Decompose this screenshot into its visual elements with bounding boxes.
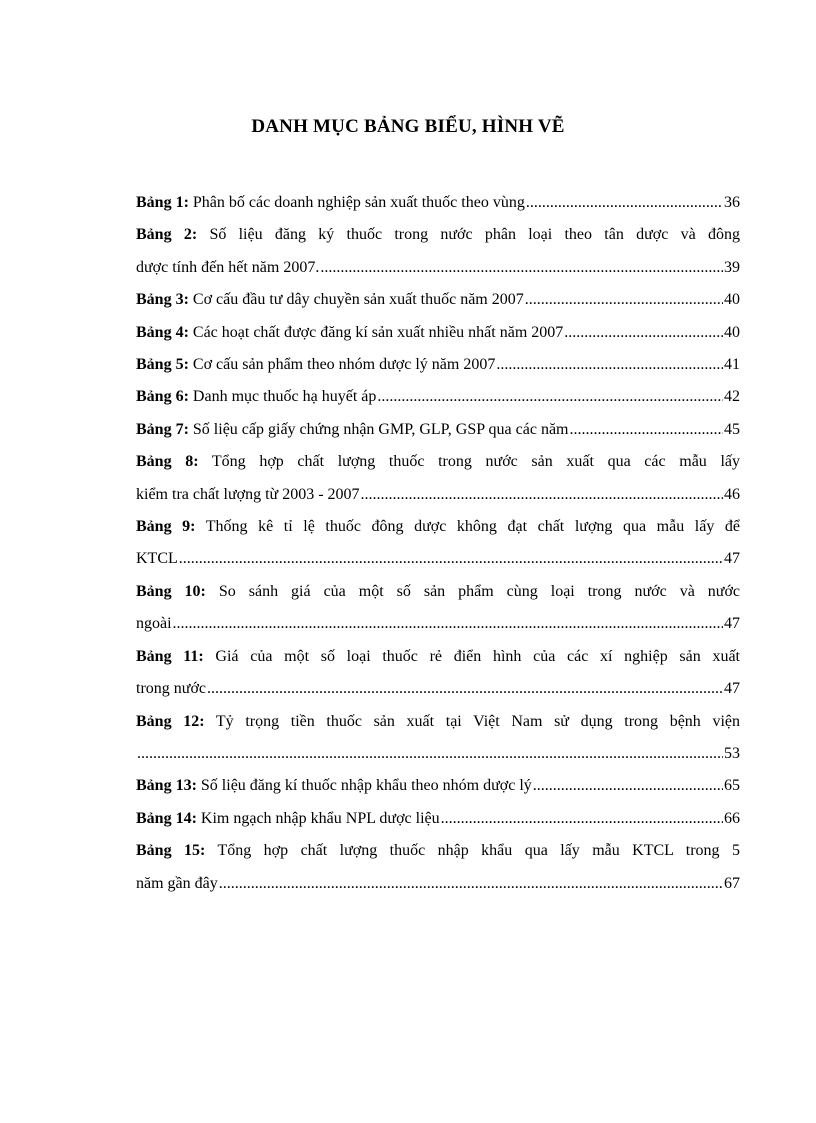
entry-text: Tổng hợp chất lượng thuốc nhập khẩu qua lấy mẫu KTCL trong 5 bbox=[205, 842, 740, 860]
entry-text-cont: KTCL bbox=[136, 550, 178, 568]
dot-leader bbox=[219, 868, 723, 900]
entry-text-cont: năm gần đây bbox=[136, 874, 218, 892]
toc-entry-11[interactable] bbox=[136, 641, 740, 706]
page-number: 53 bbox=[724, 744, 740, 762]
entry-text: Phân bố các doanh nghiệp sản xuất thuốc theo vùng bbox=[188, 194, 525, 211]
dot-leader bbox=[179, 543, 723, 575]
page-number: 66 bbox=[724, 809, 740, 827]
dot-leader bbox=[564, 317, 723, 349]
toc-entry-2[interactable] bbox=[136, 219, 740, 284]
toc-entry-12[interactable] bbox=[136, 706, 740, 771]
dot-leader bbox=[496, 349, 723, 381]
entry-text: Số liệu đăng ký thuốc trong nước phân loại theo tân dược và đông bbox=[197, 226, 740, 244]
entry-text: Tỷ trọng tiền thuốc sản xuất tại Việt Nam sử dụng trong bệnh viện bbox=[204, 712, 740, 730]
dot-leader bbox=[533, 770, 723, 802]
entry-text-cont: ngoài bbox=[136, 615, 172, 633]
dot-leader bbox=[525, 284, 723, 316]
toc-entry-5[interactable] bbox=[136, 349, 740, 381]
dot-leader bbox=[570, 414, 724, 446]
entry-label: Bảng 14: bbox=[136, 809, 197, 827]
page-number: 42 bbox=[724, 388, 740, 406]
dot-leader bbox=[377, 381, 723, 413]
entry-text: Kim ngạch nhập khẩu NPL dược liệu bbox=[196, 809, 440, 827]
dot-leader bbox=[137, 738, 723, 770]
entry-label: Bảng 9: bbox=[136, 518, 196, 536]
entry-label: Bảng 15: bbox=[136, 842, 206, 860]
entry-label: Bảng 12: bbox=[136, 712, 205, 730]
page-number: 40 bbox=[724, 291, 740, 309]
page-title: DANH MỤC BẢNG BIỂU, HÌNH VẼ bbox=[251, 116, 565, 137]
entry-text: Cơ cấu đầu tư dây chuyền sản xuất thuốc năm 2007 bbox=[188, 291, 524, 309]
page-number: 67 bbox=[724, 874, 740, 892]
toc-entry-4[interactable] bbox=[136, 317, 740, 349]
dot-leader bbox=[320, 252, 723, 284]
entry-text: Cơ cấu sản phẩm theo nhóm dược lý năm 2007 bbox=[188, 356, 496, 374]
toc-entry-13[interactable] bbox=[136, 770, 740, 802]
toc-entry-8[interactable] bbox=[136, 446, 740, 511]
dot-leader bbox=[526, 187, 723, 219]
entry-text: Giá của một số loại thuốc rẻ điển hình của các xí nghiệp sản xuất bbox=[203, 647, 740, 665]
entry-text: Tổng hợp chất lượng thuốc trong nước sản xuất qua các mẫu lấy bbox=[198, 453, 740, 471]
page-number: 36 bbox=[724, 194, 740, 211]
page-number: 65 bbox=[724, 777, 740, 795]
entry-text-cont: kiểm tra chất lượng từ 2003 - 2007 bbox=[136, 485, 360, 503]
entry-text: Danh mục thuốc hạ huyết áp bbox=[188, 388, 377, 406]
entry-label: Bảng 6: bbox=[136, 388, 189, 406]
page-number: 47 bbox=[724, 550, 740, 568]
page-number: 47 bbox=[724, 680, 740, 698]
entry-label: Bảng 3: bbox=[136, 291, 189, 309]
page-number: 41 bbox=[724, 356, 740, 374]
dot-leader bbox=[173, 608, 723, 640]
table-of-contents bbox=[136, 187, 740, 900]
page-number: 39 bbox=[724, 258, 740, 276]
dot-leader bbox=[361, 479, 723, 511]
entry-label: Bảng 10: bbox=[136, 582, 206, 600]
toc-entry-3[interactable] bbox=[136, 284, 740, 316]
entry-label: Bảng 1: bbox=[136, 194, 189, 211]
entry-text-cont: dược tính đến hết năm 2007. bbox=[136, 258, 320, 276]
entry-text: Số liệu cấp giấy chứng nhận GMP, GLP, GSP qua các năm bbox=[188, 420, 569, 438]
page-number: 45 bbox=[724, 420, 740, 438]
entry-label: Bảng 11: bbox=[136, 647, 204, 665]
toc-entry-1[interactable] bbox=[136, 187, 740, 219]
page-number: 40 bbox=[724, 323, 740, 341]
toc-entry-9[interactable] bbox=[136, 511, 740, 576]
entry-text-cont: trong nước bbox=[136, 680, 207, 698]
toc-entry-10[interactable] bbox=[136, 576, 740, 641]
entry-label: Bảng 4: bbox=[136, 323, 189, 341]
toc-entry-7[interactable] bbox=[136, 414, 740, 446]
page-number: 47 bbox=[724, 615, 740, 633]
entry-label: Bảng 8: bbox=[136, 453, 199, 471]
entry-label: Bảng 13: bbox=[136, 777, 197, 795]
entry-label: Bảng 7: bbox=[136, 420, 189, 438]
dot-leader bbox=[441, 803, 723, 835]
entry-text: Số liệu đăng kí thuốc nhập khẩu theo nhóm dược lý bbox=[196, 777, 532, 795]
entry-label: Bảng 2: bbox=[136, 226, 198, 244]
toc-entry-15[interactable] bbox=[136, 835, 740, 900]
page-number: 46 bbox=[724, 485, 740, 503]
entry-text: So sánh giá của một số sản phẩm cùng loại trong nước và nước bbox=[205, 582, 741, 600]
toc-entry-14[interactable] bbox=[136, 803, 740, 835]
entry-label: Bảng 5: bbox=[136, 356, 189, 374]
entry-text: Các hoạt chất được đăng kí sản xuất nhiều nhất năm 2007 bbox=[188, 323, 564, 341]
dot-leader bbox=[207, 673, 723, 705]
entry-text: Thống kê tỉ lệ thuốc đông dược không đạt chất lượng qua mẫu lấy để bbox=[195, 518, 741, 536]
toc-entry-6[interactable] bbox=[136, 381, 740, 413]
